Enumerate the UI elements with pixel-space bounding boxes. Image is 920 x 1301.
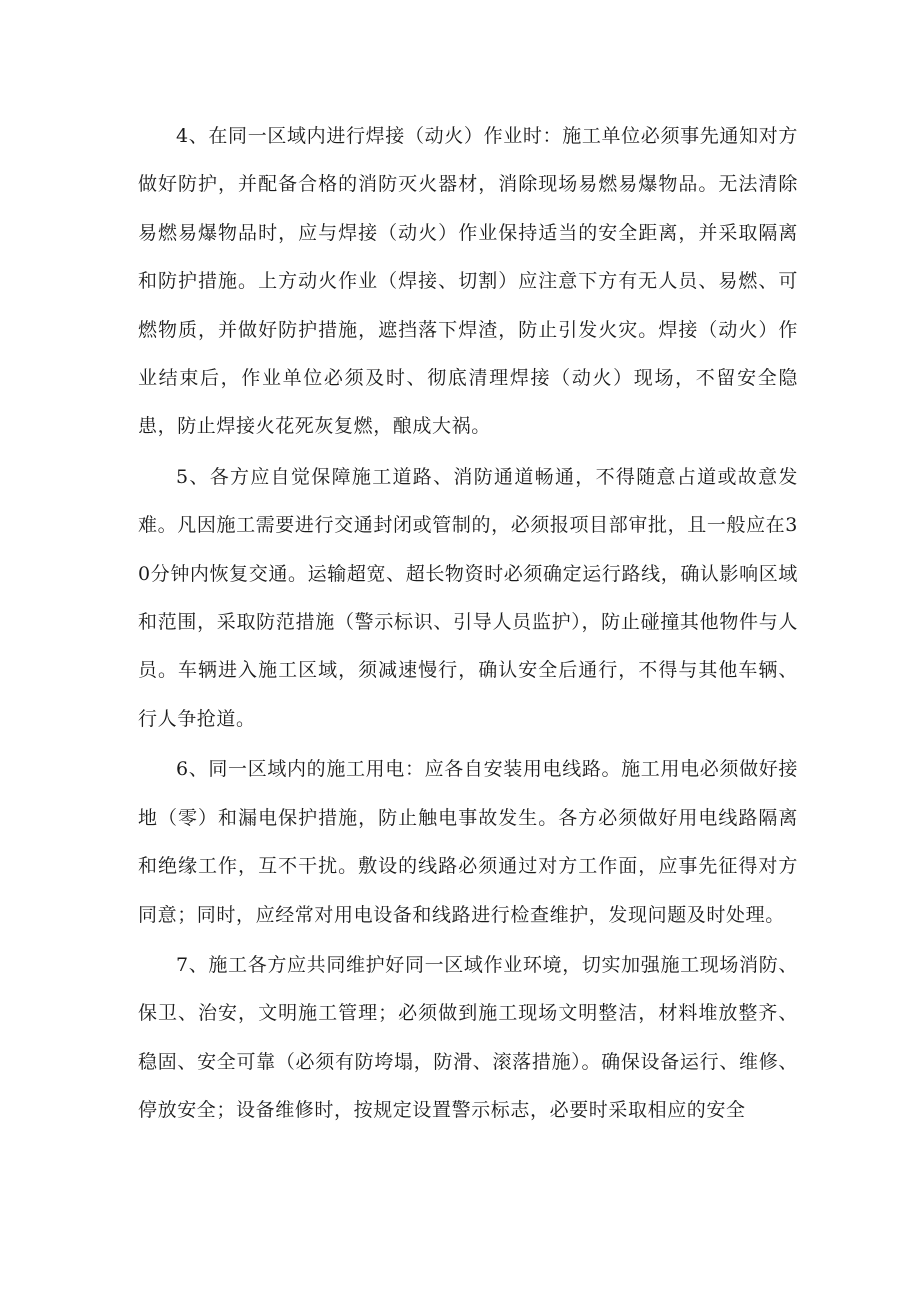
paragraph-road-fire-lane: 5、各方应自觉保障施工道路、消防通道畅通，不得随意占道或故意发难。凡因施工需要进行交通封闭或管制的，必须报项目部审批，且一般应在30分钟内恢复交通。运输超宽、超长物资时必须确定运行路线，确认影响区域和范围，采取防范措施（警示标识、引导人员监护），防止碰撞其他物件与人员。车辆进入施工区域，须减速慢行，确认安全后通行，不得与其他车辆、行人争抢道。 xyxy=(138,465,798,730)
document-body xyxy=(138,112,798,1137)
paragraph-construction-electricity: 6、同一区域内的施工用电：应各自安装用电线路。施工用电必须做好接地（零）和漏电保护措施，防止触电事故发生。各方必须做好用电线路隔离和绝缘工作，互不干扰。敷设的线路必须通过对方工作面，应事先征得对方同意；同时，应经常对用电设备和线路进行检查维护，发现问题及时处理。 xyxy=(138,758,798,926)
paragraph-welding-hot-work: 4、在同一区域内进行焊接（动火）作业时：施工单位必须事先通知对方做好防护，并配备合格的消防灭火器材，消除现场易燃易爆物品。无法清除易燃易爆物品时，应与焊接（动火）作业保持适当的安全距离，并采取隔离和防护措施。上方动火作业（焊接、切割）应注意下方有无人员、易燃、可燃物质，并做好防护措施，遮挡落下焊渣，防止引发火灾。焊接（动火）作业结束后，作业单位必须及时、彻底清理焊接（动火）现场，不留安全隐患，防止焊接火花死灰复燃，酿成大祸。 xyxy=(138,125,798,438)
paragraph-work-environment: 7、施工各方应共同维护好同一区域作业环境，切实加强施工现场消防、保卫、治安，文明施工管理；必须做到施工现场文明整洁，材料堆放整齐、稳固、安全可靠（必须有防垮塌，防滑、滚落措施）。确保设备运行、维修、停放安全；设备维修时，按规定设置警示标志，必要时采取相应的安全 xyxy=(138,953,798,1122)
